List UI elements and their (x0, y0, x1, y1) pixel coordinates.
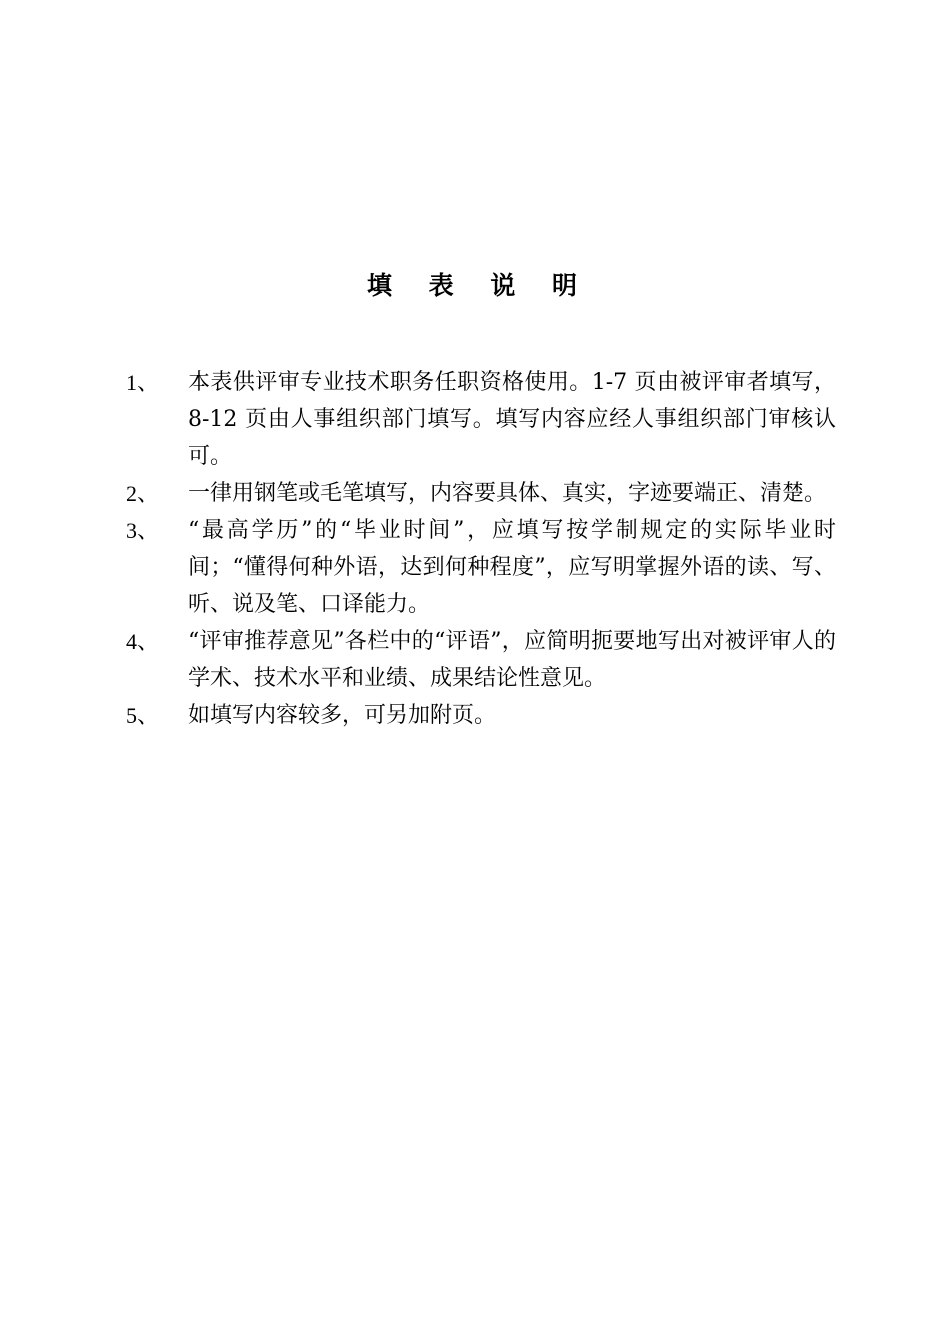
item-number: 1、 (126, 370, 160, 395)
list-item (126, 364, 836, 475)
item-text: “最高学历”的“毕业时间”，应填写按学制规定的实际毕业时间；“懂得何种外语，达到何种程度”，应写明掌握外语的读、写、听、说及笔、口译能力。 (188, 518, 836, 617)
item-number: 3、 (126, 518, 160, 543)
page-title: 填 表 说 明 (366, 271, 592, 300)
item-text: 本表供评审专业技术职务任职资格使用。1-7 页由被评审者填写，8-12 页由人事组织部门填写。填写内容应经人事组织部门审核认可。 (188, 370, 836, 469)
instructions-list (126, 364, 836, 734)
list-item (126, 475, 836, 512)
list-item (126, 512, 836, 623)
list-item (126, 623, 836, 697)
item-number: 5、 (126, 703, 160, 728)
item-text: 如填写内容较多，可另加附页。 (188, 703, 497, 728)
item-text: 一律用钢笔或毛笔填写，内容要具体、真实，字迹要端正、清楚。 (188, 481, 827, 506)
item-number: 4、 (126, 629, 160, 654)
item-text: “评审推荐意见”各栏中的“评语”，应简明扼要地写出对被评审人的学术、技术水平和业绩、成果结论性意见。 (188, 629, 836, 691)
list-item (126, 697, 836, 734)
item-number: 2、 (126, 481, 160, 506)
